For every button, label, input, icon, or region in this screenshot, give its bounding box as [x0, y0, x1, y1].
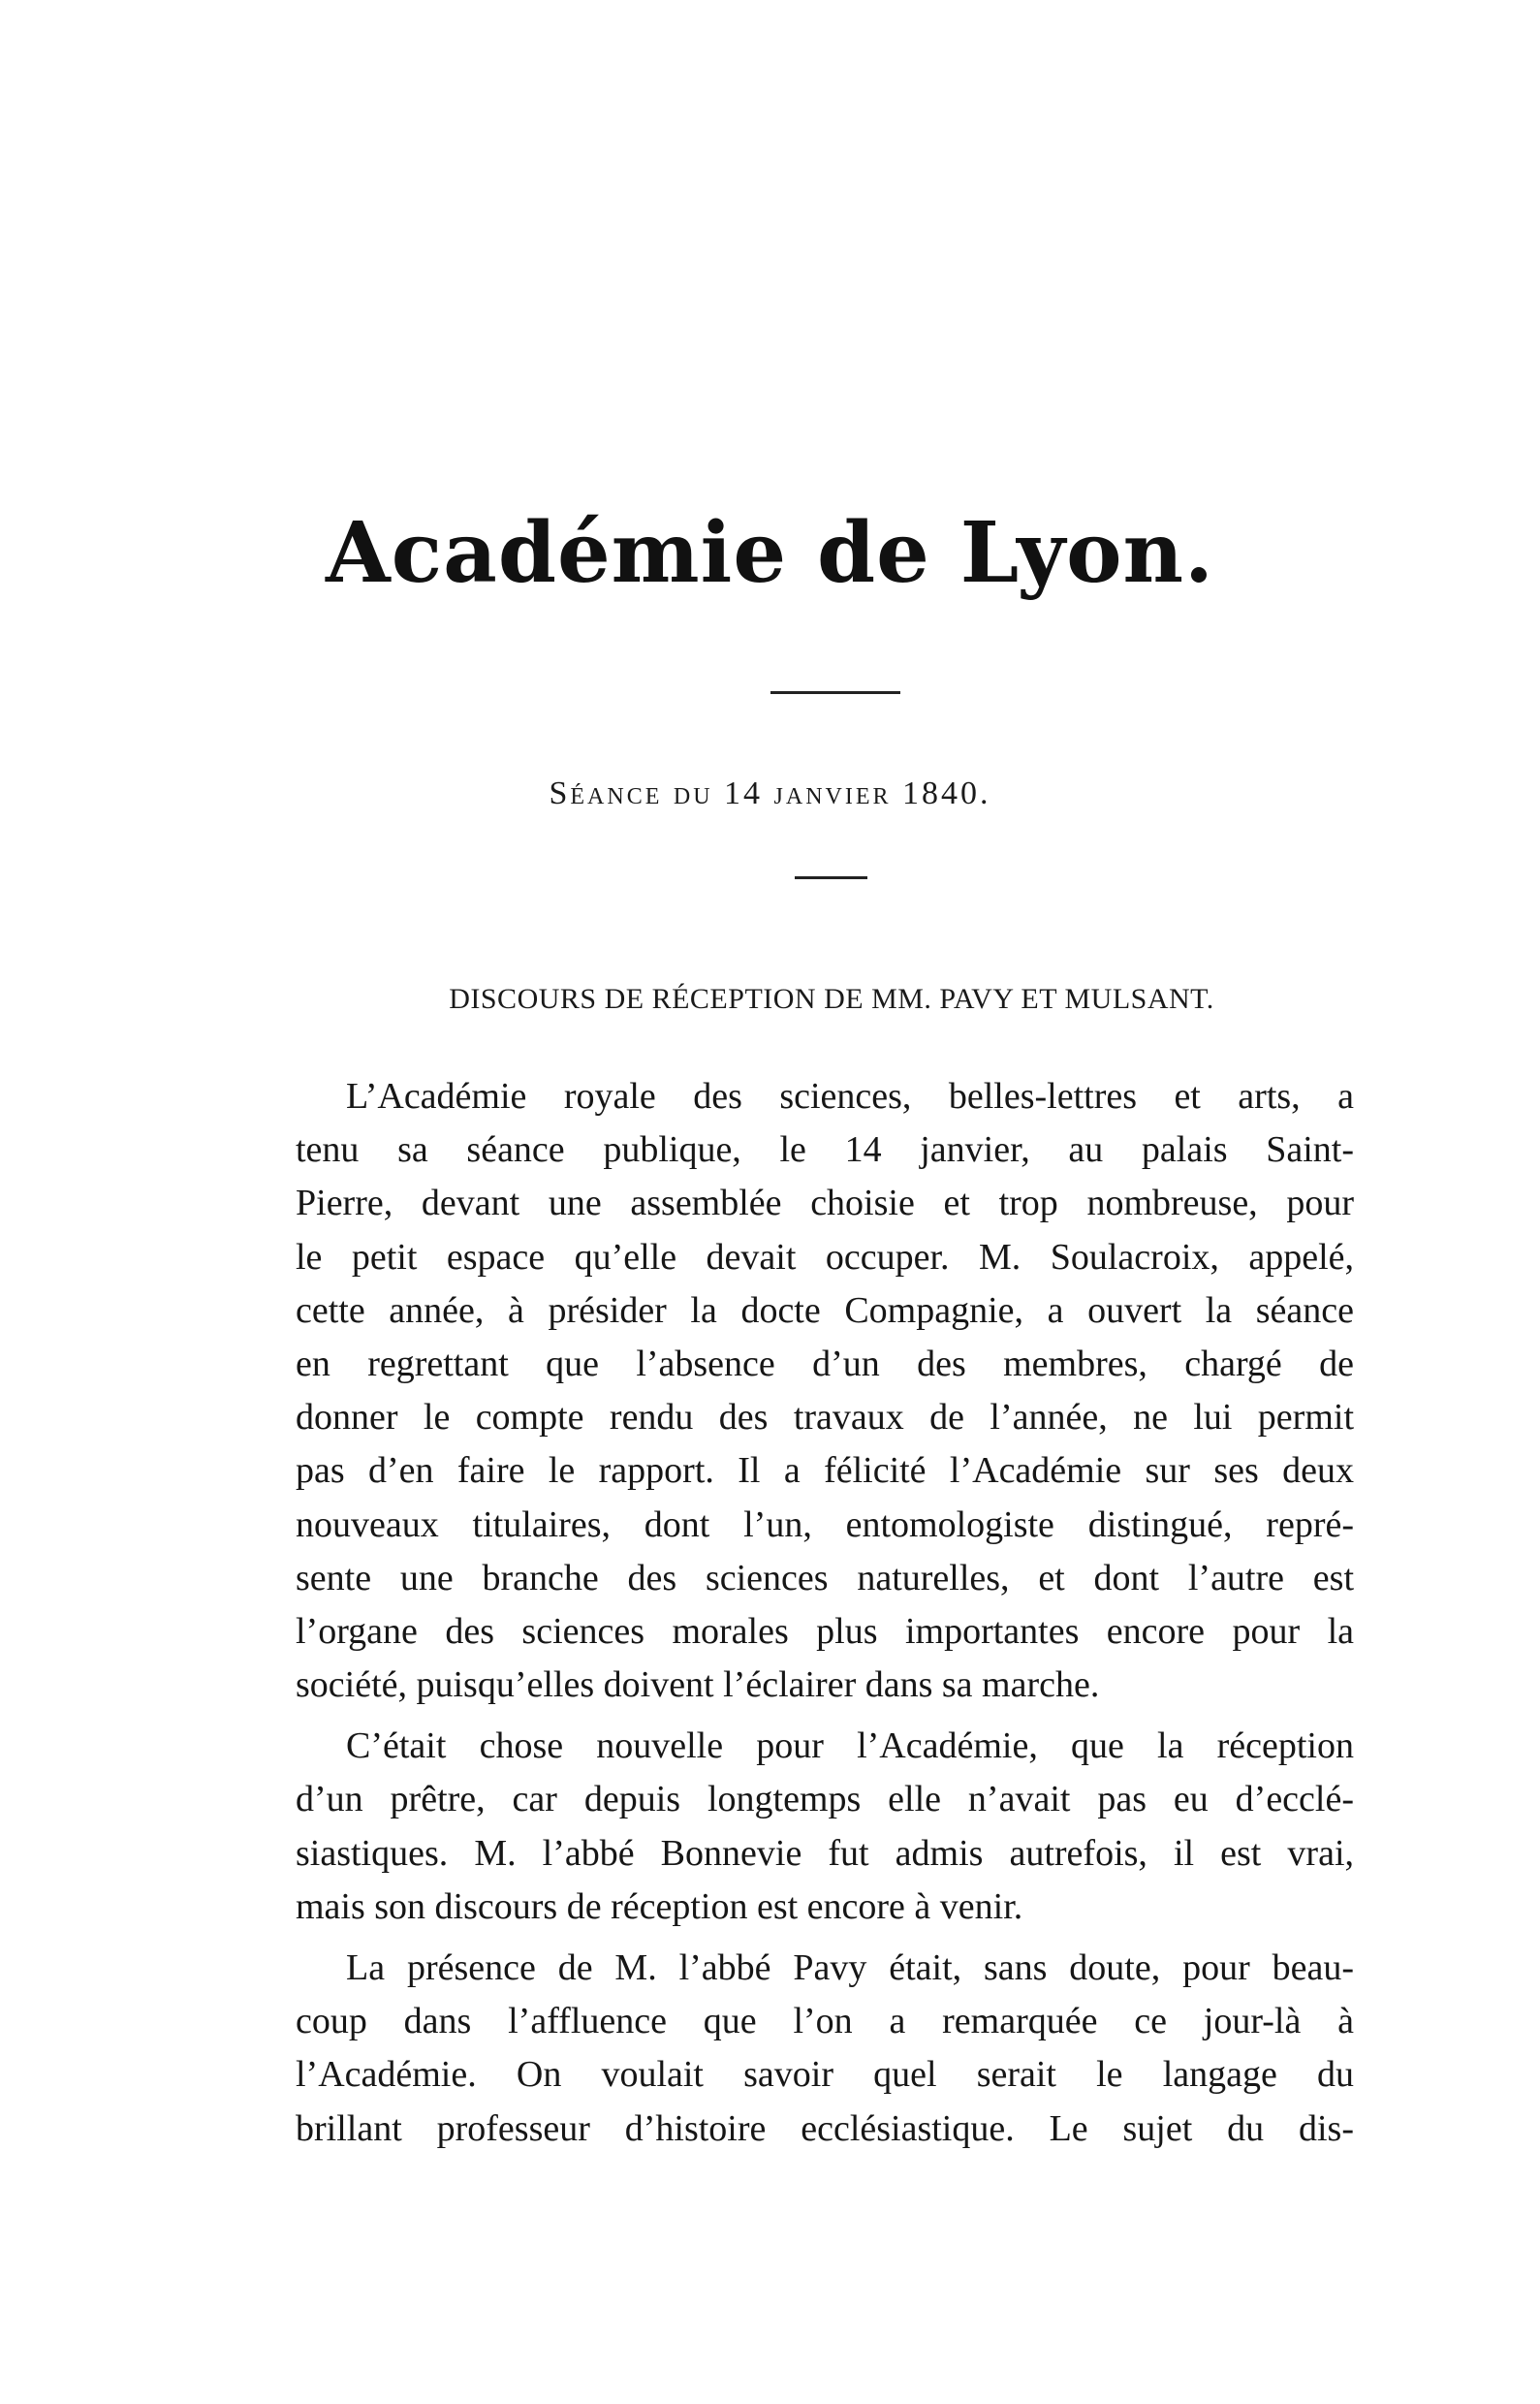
title-divider	[770, 691, 900, 694]
text-line: C’était chose nouvelle pour l’Académie, que la réception	[346, 1725, 1354, 1767]
session-divider	[795, 876, 867, 879]
session-date-heading: Séance du 14 janvier 1840.	[549, 775, 991, 811]
paragraph	[296, 1070, 1354, 1712]
text-line: d’un prêtre, car depuis longtemps elle n’avait pas eu d’ecclé-	[296, 1779, 1354, 1820]
text-line: mais son discours de réception est encore à venir.	[296, 1885, 1023, 1927]
text-line: l’Académie. On voulait savoir quel serait le langage du	[296, 2054, 1354, 2096]
text-line: pas d’en faire le rapport. Il a félicité l’Académie sur ses deux	[296, 1450, 1354, 1492]
text-line: L’Académie royale des sciences, belles-lettres et arts, a	[346, 1076, 1354, 1117]
text-line: l’organe des sciences morales plus importantes encore pour la	[296, 1610, 1354, 1652]
paragraph	[296, 1720, 1354, 1934]
page-title: Académie de Lyon.	[326, 504, 1214, 602]
section-heading: DISCOURS DE RÉCEPTION DE MM. PAVY ET MULSANT.	[449, 983, 1214, 1015]
text-line: brillant professeur d’histoire ecclésiastique. Le sujet du dis-	[296, 2107, 1354, 2149]
text-line: Pierre, devant une assemblée choisie et trop nombreuse, pour	[296, 1183, 1354, 1224]
text-line: siastiques. M. l’abbé Bonnevie fut admis autrefois, il est vrai,	[296, 1832, 1354, 1874]
text-line: le petit espace qu’elle devait occuper. M. Soulacroix, appelé,	[296, 1236, 1354, 1278]
body-text	[296, 1070, 1354, 2156]
text-line: société, puisqu’elles doivent l’éclairer dans sa marche.	[296, 1664, 1100, 1706]
text-line: sente une branche des sciences naturelles, et dont l’autre est	[296, 1557, 1354, 1598]
text-line: coup dans l’affluence que l’on a remarquée ce jour-là à	[296, 2001, 1354, 2042]
paragraph	[296, 1942, 1354, 2156]
text-line: nouveaux titulaires, dont l’un, entomologiste distingué, repré-	[296, 1503, 1354, 1545]
text-line: en regrettant que l’absence d’un des membres, chargé de	[296, 1343, 1354, 1384]
text-line: tenu sa séance publique, le 14 janvier, au palais Saint-	[296, 1129, 1354, 1171]
text-line: donner le compte rendu des travaux de l’année, ne lui permit	[296, 1397, 1354, 1439]
text-line: La présence de M. l’abbé Pavy était, sans doute, pour beau-	[346, 1947, 1354, 1988]
text-line: cette année, à présider la docte Compagnie, a ouvert la séance	[296, 1289, 1354, 1331]
